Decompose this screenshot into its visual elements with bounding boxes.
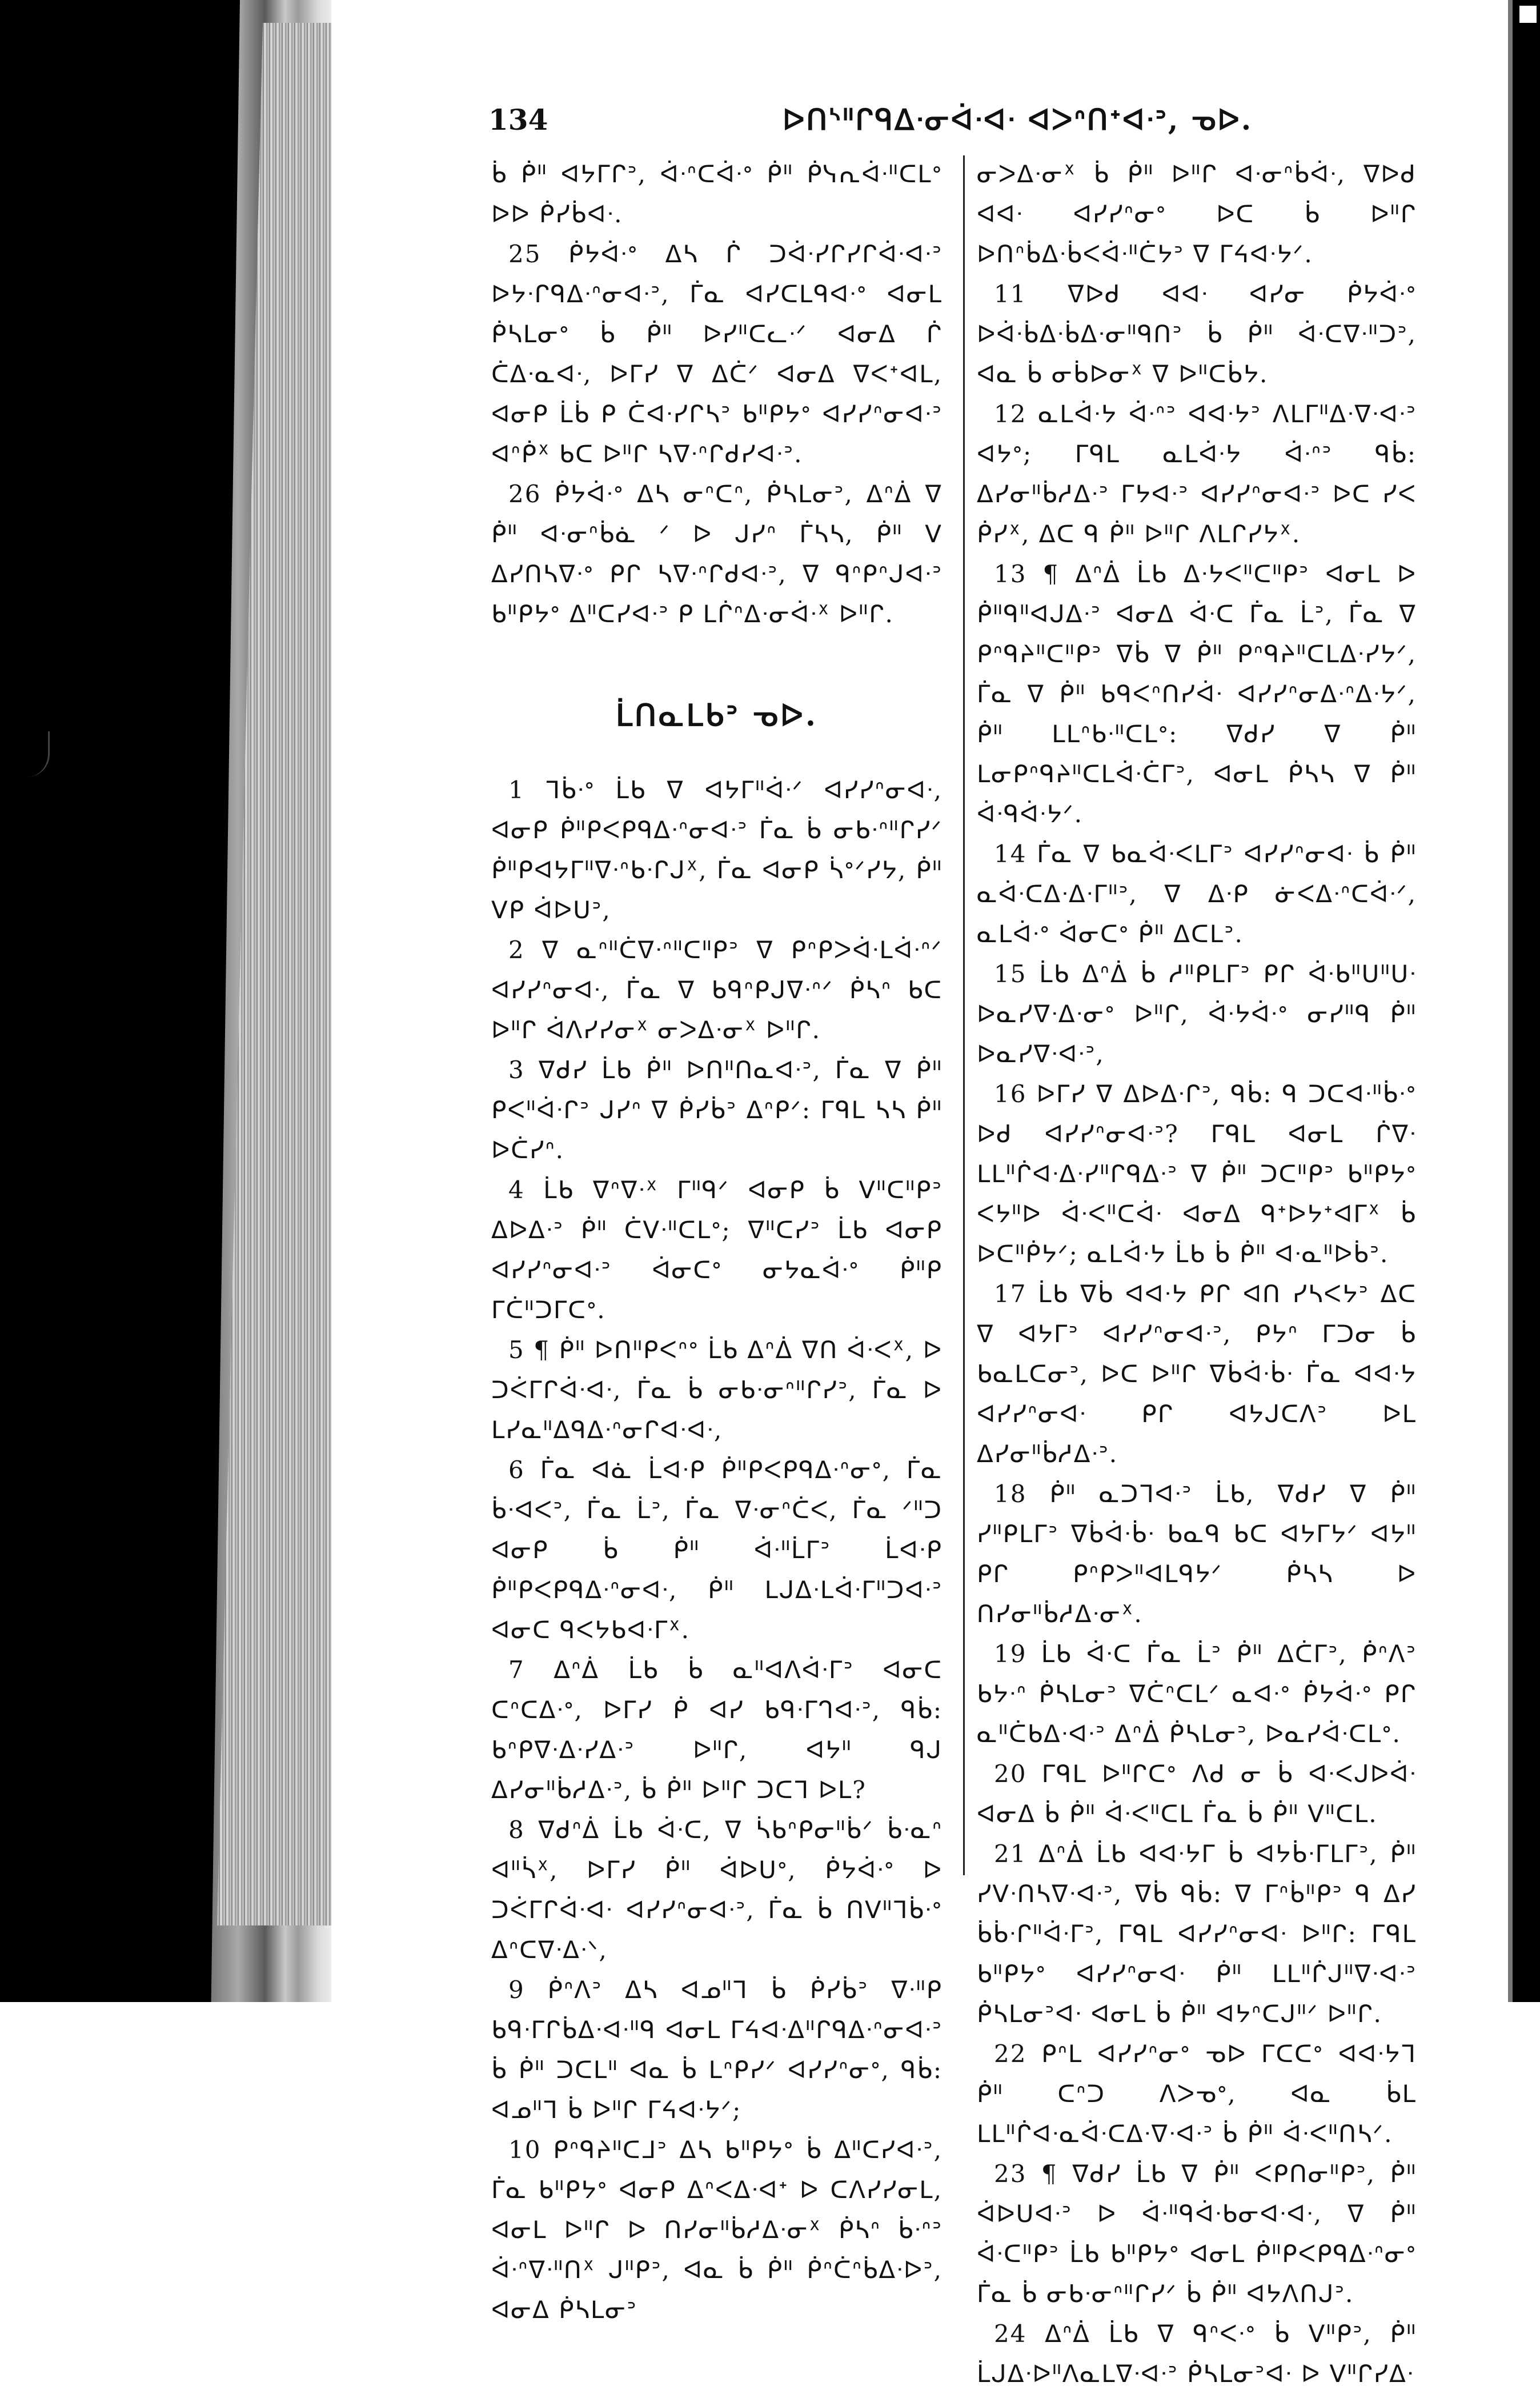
- right-column: [977, 154, 1417, 2394]
- paragraph-verse-7: 7 ᐃᐢᐄ ᒫᑲ ᑳ ᓇᐦᐊᐱᐋᐧᒥᐣ ᐊᓂᑕ ᑕᐢᑕᐃᐧᐤ, ᐅᒥᓯ ᑮ ᐊᓯ ᑲᑫᐧᒥᒉᐊᐧᐣ, ᑫᑳ: ᑲᐢᑭᐁᐧᐃᐧᓯᐃᐧᐣ ᐅᐦᒋ, ᐊᔭᐦ ᑫᒍ ᐃᓯᓂᐦᑳᓱᐃᐧᐣ, ᑳ ᑮᐦ ᐅᐦᒋ ᑐᑕᒣ ᐅᒪ?: [491, 1656, 943, 1804]
- scan-corner-mark: [1518, 5, 1538, 24]
- right-page-edge: [1508, 0, 1540, 2002]
- paragraph-verse-11: 11 ᐁᐅᑯ ᐊᐊᐧ ᐊᓯᓂ ᑮᔭᐋᐧᐤ ᐅᐋᐧᑳᐃᐧᑳᐃᐧᓂᐦᑫᑎᐣ ᑳ ᑮᐦ ᐋᐧᑕᐁᐧᐦᑐᐣ, ᐊᓇ ᑳ ᓂᑳᐅᓂᕽ ᐁ ᐅᐦᑕᑳᔭ.: [977, 280, 1417, 388]
- paragraph-verse-15: 15 ᒫᑲ ᐃᐢᐄ ᑳ ᓱᐦᑭᒪᒥᐣ ᑭᒋ ᐋᐧᑲᐦᑌᐦᑌᐧ ᐅᓇᓯᐁᐧᐃᐧᓂᐤ ᐅᐦᒋ, ᐋᐧᔭᐋᐧᐤ ᓂᓯᐦᑫ ᑮᐦ ᐅᓇᓯᐁᐧᐊᐧᐣ,: [977, 960, 1417, 1068]
- paragraph-verse-6: 6 ᒦᓇ ᐊᓈ ᒫᐊᐧᑭ ᑮᐦᑭᐸᑭᑫᐃᐧᐢᓂᐤ, ᒦᓇ ᑳᐧᐊᐸᐣ, ᒦᓇ ᒫᐣ, ᒦᓇ ᐁᐧᓂᐢᑖᐸ, ᒦᓇ ᐟᐦᑐ ᐊᓂᑭ ᑳ ᑮᐦ ᐋᐧᐦᒫᒥᐣ ᒫᐊᐧᑭ ᑮᐦᑭᐸᑭᑫᐃᐧᐢᓂᐊᐧ, ᑮᐦ ᒪᒍᐃᐧᒪᐋᐧᒥᐦᑐᐊᐧᐣ ᐊᓂᑕ ᑫᐸᔭᑲᐊᐧᒥᕽ.: [491, 1456, 943, 1644]
- paragraph-verse-16: 16 ᐅᒥᓯ ᐁ ᐃᐅᐃᐧᒋᐣ, ᑫᑳ: ᑫ ᑐᑕᐊᐧᐦᑳᐧᐤ ᐅᑯ ᐊᓯᓯᐢᓂᐊᐧᐣ? ᒥᑫᒪ ᐊᓂᒪ ᒌᐁᐧ ᒪᒪᐦᒌᐊᐧᐃᐧᓯᐦᒋᑫᐃᐧᐣ ᐁ ᑮᐦ ᑐᑕᐦᑭᐣ ᑲᐦᑭᔭᐤ ᐸᔭᐦᐅ ᐋᐧᐸᐦᑕᐋᐧ ᐊᓂᐃ ᑫᕀᐅᔭᕀᐊᒥᕽ ᑳ ᐅᑕᐦᑮᔭᐟ; ᓇᒪᐋᐧᔭ ᒫᑲ ᑳ ᑮᐦ ᐊᐧᓇᐦᐅᑳᐣ.: [977, 1080, 1417, 1268]
- chapter-heading: ᒫᑎᓇᒪᑲᐣ ᓀᐅ.: [616, 698, 818, 733]
- paragraph-verse-23: 23 ¶ ᐁᑯᓯ ᒫᑲ ᐁ ᑮᐦ ᐸᑭᑎᓂᐦᑭᐣ, ᑮᐦ ᐋᐅᑌᐊᐧᐣ ᐅ ᐋᐧᐦᑫᐋᐧᑲᓂᐊᐧᐊᐧ, ᐁ ᑮᐦ ᐋᐧᑕᐦᑭᐣ ᒫᑲ ᑲᐦᑭᔭᐤ ᐊᓂᒪ ᑮᐦᑭᐸᑭᑫᐃᐧᐢᓂᐤ ᒦᓇ ᑳ ᓂᑲᐧᓂᐢᐦᒋᓯᐟ ᑳ ᑮᐦ ᐊᔭᐱᑎᒍᐣ.: [977, 2160, 1417, 2308]
- paragraph-verse-13: 13 ¶ ᐃᐢᐄ ᒫᑲ ᐃᐧᔭᐸᐦᑕᐦᑭᐣ ᐊᓂᒪ ᐅ ᑮᐦᑫᐦᐊᒍᐃᐧᐣ ᐊᓂᐃ ᐋᐧᑕ ᒦᓇ ᒫᐣ, ᒦᓇ ᐁ ᑭᐢᑫᔨᐦᑕᐦᑭᐣ ᐁᑳ ᐁ ᑮᐦ ᑭᐢᑫᔨᐦᑕᒪᐃᐧᓯᔭᐟ, ᒦᓇ ᐁ ᑮᐦ ᑲᑫᐸᐢᑎᓯᐋᐧ ᐊᓯᓯᐢᓂᐃᐧᐢᐃᐧᔭᐟ, ᑮᐦ ᒪᒪᐢᑲᐧᐦᑕᒪᐤ: ᐁᑯᓯ ᐁ ᑮᐦ ᒪᓂᑭᐢᑫᔨᐦᑕᒪᐋᐧᑖᒥᐣ, ᐊᓂᒪ ᑮᓴᓴ ᐁ ᑮᐦ ᐋᐧᑫᐋᐧᔭᐟ.: [977, 560, 1417, 828]
- paragraph-verse-21: 21 ᐃᐢᐄ ᒫᑲ ᐊᐊᐧᔭᒥ ᑳ ᐊᔭᑳᐧᒥᒪᒥᐣ, ᑮᐦ ᓯᐯᐧᑎᓴᐁᐧᐊᐧᐣ, ᐁᑳ ᑫᑳ: ᐁ ᒥᐢᑳᐦᑭᐣ ᑫ ᐃᓯ ᑳᑳᐧᒋᐦᐋᐧᒥᐣ, ᒥᑫᒪ ᐊᓯᓯᐢᓂᐊᐧ ᐅᐦᒋ: ᒥᑫᒪ ᑲᐦᑭᔭᐤ ᐊᓯᓯᐢᓂᐊᐧ ᑮᐦ ᒪᒪᐦᒌᒍᐦᐁᐧᐊᐧᐣ ᑮᓴᒪᓂᐣᐊᐧ ᐊᓂᒪ ᑳ ᑮᐦ ᐊᔭᐢᑕᒍᐦᐟ ᐅᐦᒋ.: [977, 1840, 1417, 2028]
- paragraph: ᑳ ᑮᐦ ᐊᔭᒥᒋᐣ, ᐋᐧᐢᑕᐋᐧᐤ ᑮᐦ ᑮᓭᕆᐋᐧᐦᑕᒪᐤ ᐅᐅ ᑮᓯᑳᐊᐧ.: [491, 160, 943, 228]
- paragraph-verse-25: 25 ᑮᔭᐋᐧᐤ ᐃᓴ ᒌ ᑐᐋᐧᓯᒋᓯᒋᐋᐧᐊᐧᐣ ᐅᔭᐧᒋᑫᐃᐧᐢᓂᐊᐧᐣ, ᒦᓇ ᐊᓯᑕᒪᑫᐊᐧᐤ ᐊᓂᒪ ᑮᓴᒪᓂᐤ ᑳ ᑮᐦ ᐅᓯᐦᑕᓚᐧᐟ ᐊᓂᐃ ᒌ ᑖᐃᐧᓇᐊᐧ, ᐅᒥᓯ ᐁ ᐃᑖᐟ ᐊᓂᐃ ᐁᐸᕀᐊᒪ, ᐊᓂᑭ ᒫᑳ ᑭ ᑖᐊᐧᓯᒋᓴᐣ ᑲᐦᑭᔭᐤ ᐊᓯᓯᐢᓂᐊᐧᐣ ᐊᐢᑮᕽ ᑲᑕ ᐅᐦᒋ ᓴᐁᐧᐢᒋᑯᓯᐊᐧᐣ.: [491, 240, 943, 468]
- paragraph-verse-12: 12 ᓇᒪᐋᐧᔭ ᐋᐧᐢᐣ ᐊᐊᐧᔭᐣ ᐱᒪᒥᐦᐃᐧᐁᐧᐊᐧᐣ ᐊᔭᐤ; ᒥᑫᒪ ᓇᒪᐋᐧᔭ ᐋᐧᐢᐣ ᑫᑳ: ᐃᓯᓂᐦᑳᓱᐃᐧᐣ ᒥᔭᐊᐧᐣ ᐊᓯᓯᐢᓂᐊᐧᐣ ᐅᑕ ᓯᐸ ᑮᓯᕽ, ᐃᑕ ᑫ ᑮᐦ ᐅᐦᒋ ᐱᒪᒋᓯᔭᕽ.: [977, 400, 1417, 548]
- running-head: ᐅᑎᔅᐦᒋᑫᐃᐧᓂᐋᐧᐊᐧ ᐊᐳᐢᑎᕀᐊᐧᐣ, ᓀᐅ.: [783, 103, 1253, 137]
- paragraph: ᓂᐳᐃᐧᓂᕽ ᑳ ᑮᐦ ᐅᐦᒋ ᐊᐧᓂᐢᑳᐋᐧ, ᐁᐅᑯ ᐊᐊᐧ ᐊᓯᓯᐢᓂᐤ ᐅᑕ ᑳ ᐅᐦᒋ ᐅᑎᐢᑳᐃᐧᑳᐸᐋᐧᐦᑖᔭᐣ ᐁ ᒥᔦᐊᐧᔭᐟ.: [977, 160, 1417, 268]
- paragraph-verse-3: 3 ᐁᑯᓯ ᒫᑲ ᑮᐦ ᐅᑎᐦᑎᓇᐊᐧᐣ, ᒦᓇ ᐁ ᑮᐦ ᑭᐸᐦᐋᐧᒋᐣ ᒍᓯᐢ ᐁ ᑮᓯᑳᐣ ᐃᐢᑭᐟ: ᒥᑫᒪ ᓴᓴ ᑮᐦ ᐅᑖᓯᐢ.: [491, 1056, 943, 1164]
- paragraph-verse-20: 20 ᒥᑫᒪ ᐅᐦᒋᑕᐤ ᐱᑯ ᓂ ᑳ ᐊᐧᐸᒍᐅᐋᐧ ᐊᓂᐃ ᑳ ᑮᐦ ᐋᐧᐸᐦᑕᒪ ᒦᓇ ᑳ ᑮᐦ ᐯᐦᑕᒪ.: [977, 1760, 1417, 1828]
- column-divider: [963, 155, 965, 1875]
- paragraph-verse-17: 17 ᒫᑲ ᐁᑳ ᐊᐊᐧᔭ ᑭᒋ ᐊᑎ ᓯᓴᐸᔭᐣ ᐃᑕ ᐁ ᐊᔭᒥᐣ ᐊᓯᓯᐢᓂᐊᐧᐣ, ᑭᔭᐢ ᒥᑐᓂ ᑳ ᑲᓇᒪᑕᓂᐣ, ᐅᑕ ᐅᐦᒋ ᐁᑳᐋᐧᑳᐧ ᒦᓇ ᐊᐊᐧᔭ ᐊᓯᓯᐢᓂᐊᐧ ᑭᒋ ᐊᔭᒍᑕᐱᐣ ᐅᒪ ᐃᓯᓂᐦᑳᓱᐃᐧᐣ.: [977, 1280, 1417, 1468]
- paragraph-verse-8: 8 ᐁᑯᐢᐄ ᒫᑲ ᐋᐧᑕ, ᐁ ᓵᑲᐢᑭᓂᐦᑳᐟ ᑳᐧᓇᐢ ᐊᐦᓵᕽ, ᐅᒥᓯ ᑮᐦ ᐋᐅᑌᐤ, ᑮᔭᐋᐧᐤ ᐅ ᑐᐹᒥᒋᐋᐧᐊᐧ ᐊᓯᓯᐢᓂᐊᐧᐣ, ᒦᓇ ᑳ ᑎᐯᐦᒣᑳᐧᐤ ᐃᐢᑕᐁᐧᐃᐧᐠ,: [491, 1816, 943, 1964]
- paragraph-verse-5: 5 ¶ ᑮᐦ ᐅᑎᐦᑭᐸᐢᐤ ᒫᑲ ᐃᐢᐄ ᐁᑎ ᐋᐧᐸᕽ, ᐅ ᑐᐹᒥᒋᐋᐧᐊᐧ, ᒦᓇ ᑳ ᓂᑲᐧᓂᐢᐦᒋᓯᐣ, ᒦᓇ ᐅ ᒪᓯᓇᐦᐃᑫᐃᐧᐢᓂᒋᐊᐧᐊᐧ,: [491, 1336, 943, 1444]
- paragraph-verse-18: 18 ᑮᐦ ᓇᑐᒣᐊᐧᐣ ᒫᑲ, ᐁᑯᓯ ᐁ ᑮᐦ ᓯᐦᑭᒪᒥᐣ ᐁᑳᐋᐧᑳᐧ ᑲᓇᑫ ᑲᑕ ᐊᔭᒥᔭᐟ ᐊᔭᐦ ᑭᒋ ᑭᐢᑭᐳᐦᐊᒪᑫᔭᐟ ᑮᓴᓴ ᐅ ᑎᓯᓂᐦᑳᓱᐃᐧᓂᕽ.: [977, 1480, 1417, 1628]
- paragraph-verse-24: 24 ᐃᐢᐄ ᒫᑲ ᐁ ᑫᐢᐸᐧᐤ ᑳ ᐯᐦᑭᐣ, ᑮᐦ ᒫᒍᐃᐧᐅᐦᐱᓇᒪᐁᐧᐊᐧᐣ ᑮᓴᒪᓂᐣᐊᐧ ᐅ ᐯᐦᒋᓯᐃᐧ: [977, 2320, 1417, 2388]
- page-number: 134: [488, 103, 548, 137]
- paragraph-verse-22: 22 ᑭᐢᒪ ᐊᓯᓯᐢᓂᐤ ᓀᐅ ᒥᑕᑕᐤ ᐊᐊᐧᔭᒣ ᑮᐦ ᑕᐢᑐ ᐱᐳᓀᐤ, ᐊᓇ ᑳᒪ ᒪᒪᐦᒌᐊᐧᓇᐋᐧᑕᐃᐧᐁᐧᐊᐧᐣ ᑳ ᑮᐦ ᐋᐧᐸᐦᑎᓴᐟ.: [977, 2040, 1417, 2148]
- paragraph-verse-26: 26 ᑮᔭᐋᐧᐤ ᐃᓴ ᓂᐢᑕᐢ, ᑮᓴᒪᓂᐣ, ᐃᐢᐄ ᐁ ᑮᐦ ᐊᐧᓂᐢᑳᓈ ᐟ ᐅ ᒍᓯᐢ ᒦᓴᓴ, ᑮᐦ ᐯ ᐃᓯᑎᓴᐁᐧᐤ ᑭᒋ ᓴᐁᐧᐢᒋᑯᐊᐧᐣ, ᐁ ᑫᐢᑭᐢᒍᐊᐧᐣ ᑲᐦᑭᔭᐤ ᐃᐦᑕᓯᐊᐧᐣ ᑭ ᒪᒌᐢᐃᐧᓂᐋᐧᕽ ᐅᐦᒋ.: [491, 480, 943, 628]
- paragraph-verse-4: 4 ᒫᑲ ᐁᐢᐁᐧᕽ ᒥᐦᑫᐟ ᐊᓂᑭ ᑳ ᐯᐦᑕᐦᑭᐣ ᐃᐅᐃᐧᐣ ᑮᐦ ᑖᐯᐧᐦᑕᒪᐤ; ᐁᐦᑕᓯᐣ ᒫᑲ ᐊᓂᑭ ᐊᓯᓯᐢᓂᐊᐧᐣ ᐋᓂᑕᐤ ᓂᔭᓇᐋᐧᐤ ᑮᐦᑭ ᒥᑖᐦᑐᒥᑕᐤ.: [491, 1176, 943, 1324]
- paragraph-verse-19: 19 ᒫᑲ ᐋᐧᑕ ᒦᓇ ᒫᐣ ᑮᐦ ᐃᑖᒥᐣ, ᑮᐢᐱᐣ ᑲᔭᐧᐢ ᑮᓴᒪᓂᐣ ᐁᑖᐢᑕᒪᐟ ᓇᐊᐧᐤ ᑮᔭᐋᐧᐤ ᑭᒋ ᓇᐦᑖᑲᐃᐧᐊᐧᐣ ᐃᐢᐄ ᑮᓴᒪᓂᐣ, ᐅᓇᓯᐋᐧᑕᒪᐤ.: [977, 1640, 1417, 1748]
- paragraph-verse-14: 14 ᒦᓇ ᐁ ᑲᓇᐋᐧᐸᒪᒥᐣ ᐊᓯᓯᐢᓂᐊᐧ ᑳ ᑮᐦ ᓇᐋᐧᑕᐃᐧᐃᐧᒥᐦᐣ, ᐁ ᐃᐧᑭ ᓃᐸᐃᐧᐢᑕᐋᐧᐟ, ᓇᒪᐋᐧᐤ ᐋᓂᑕᐤ ᑮᐦ ᐃᑕᒪᐣ.: [977, 840, 1417, 948]
- paragraph-verse-9: 9 ᑮᐢᐱᐣ ᐃᓴ ᐊᓄᐦᒣ ᑳ ᑮᓯᑳᐣ ᐁᐧᐦᑭ ᑲᑫᐧᒥᒋᑳᐃᐧᐊᐧᐦᑫ ᐊᓂᒪ ᒥᔦᐊᐧᐃᐦᒋᑫᐃᐧᐢᓂᐊᐧᐣ ᑳ ᑮᐦ ᑐᑕᒪᐦ ᐊᓇ ᑳ ᒪᐢᑭᓯᐟ ᐊᓯᓯᐢᓂᐤ, ᑫᑳ: ᐊᓄᐦᒣ ᑳ ᐅᐦᒋ ᒥᔦᐊᐧᔭᐟ;: [491, 1976, 943, 2124]
- paragraph-verse-10: 10 ᑭᐢᑫᔨᐦᑕᒧᐣ ᐃᓴ ᑲᐦᑭᔭᐤ ᑳ ᐃᐦᑕᓯᐊᐧᐣ, ᒦᓇ ᑲᐦᑭᔭᐤ ᐊᓂᑭ ᐃᐢᐸᐃᐧᐊᕀ ᐅ ᑕᐱᓯᓯᓂᒪ, ᐊᓂᒪ ᐅᐦᒋ ᐅ ᑎᓯᓂᐦᑳᓱᐃᐧᓂᕽ ᑮᓴᐢ ᑳᐧᐢᐣ ᐋᐧᐢᐁᐧᐦᑎᕽ ᒍᐦᑭᐣ, ᐊᓇ ᑳ ᑮᐦ ᑮᐢᑖᐢᑳᐃᐧᐅᐣ, ᐊᓂᐃ ᑮᓴᒪᓂᐣ: [491, 2136, 943, 2324]
- paragraph-verse-1: 1 ᒣᑳᐧᐤ ᒫᑲ ᐁ ᐊᔭᒥᐦᐋᐧᐟ ᐊᓯᓯᐢᓂᐊᐧ, ᐊᓂᑭ ᑮᐦᑭᐸᑭᑫᐃᐧᐢᓂᐊᐧᐣ ᒦᓇ ᑳ ᓂᑲᐧᐢᐦᒋᓯᐟ ᑮᐦᑭᐊᔭᒥᐦᐁᐧᐢᑲᐧᒋᒍᕽ, ᒦᓇ ᐊᓂᑭ ᓵᐤᐟᓯᔭ, ᑮᐦ ᐯᑭ ᐋᐅᑌᐣ,: [491, 776, 943, 924]
- paragraph-verse-2: 2 ᐁ ᓇᐢᐦᑖᐁᐧᐢᐦᑕᐦᑭᐣ ᐁ ᑭᐢᑭᐳᐋᐧᒪᐋᐧᐢᐟ ᐊᓯᓯᐢᓂᐊᐧ, ᒦᓇ ᐁ ᑲᑫᐢᑭᒍᐁᐧᐢᐟ ᑮᓴᐢ ᑲᑕ ᐅᐦᒋ ᐋᐱᓯᓯᓂᕽ ᓂᐳᐃᐧᓂᕽ ᐅᐦᒋ.: [491, 936, 943, 1044]
- left-column: [491, 154, 943, 2330]
